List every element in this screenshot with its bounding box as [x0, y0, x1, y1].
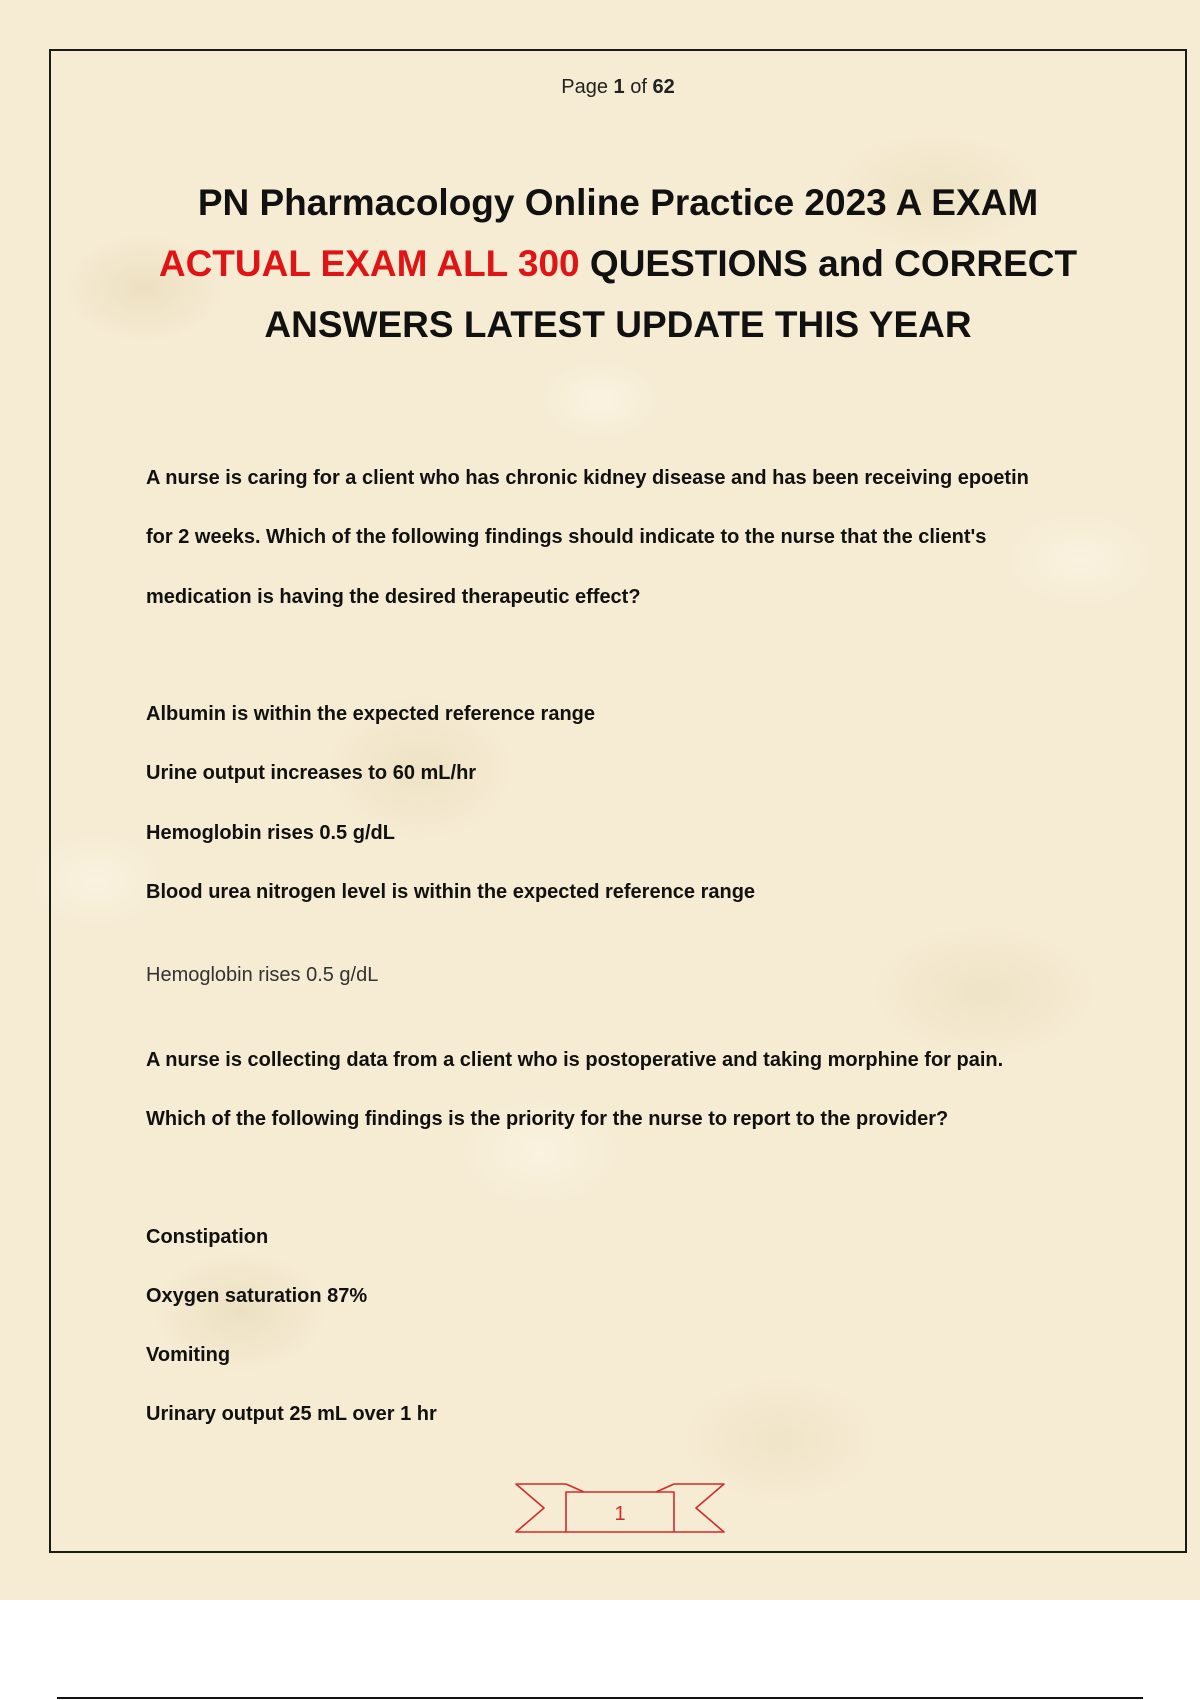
- ribbon-left-tail: [516, 1484, 566, 1532]
- page-counter-middle: of: [624, 76, 653, 98]
- question-1-option-3: Hemoglobin rises 0.5 g/dL: [146, 822, 395, 844]
- question-2-option-1: Constipation: [146, 1226, 269, 1248]
- question-1-answer: Hemoglobin rises 0.5 g/dL: [146, 964, 379, 986]
- question-1-option-2: Urine output increases to 60 mL/hr: [146, 762, 477, 784]
- title-line-1: PN Pharmacology Online Practice 2023 A EXAM: [197, 182, 1039, 223]
- question-2-option-4: Urinary output 25 mL over 1 hr: [146, 1403, 437, 1425]
- question-2-stem-line-1: A nurse is collecting data from a client who is postoperative and taking morphine for pain.: [146, 1049, 1004, 1071]
- page-number-ribbon: [514, 1478, 726, 1538]
- question-1-stem-line-2: for 2 weeks. Which of the following findings should indicate to the nurse that the client's: [146, 526, 987, 548]
- page-counter: [0, 76, 1200, 99]
- ribbon-right-tail: [674, 1484, 724, 1532]
- page-counter-prefix: Page: [561, 76, 614, 98]
- title-line-2: [100, 233, 1136, 294]
- question-2-option-3: Vomiting: [146, 1344, 231, 1366]
- question-1-stem-line-3: medication is having the desired therapeutic effect?: [146, 586, 641, 608]
- title-line-2-rest: QUESTIONS and CORRECT: [579, 243, 1078, 284]
- document-title: [100, 172, 1136, 355]
- question-2-stem-line-2: Which of the following findings is the priority for the nurse to report to the provider?: [146, 1108, 949, 1130]
- title-line-3: ANSWERS LATEST UPDATE THIS YEAR: [264, 304, 972, 345]
- next-page-rule: [57, 1697, 1143, 1699]
- page-counter-current: 1: [613, 76, 625, 98]
- page-counter-total: 62: [652, 76, 675, 98]
- title-line-2-highlight: ACTUAL EXAM ALL 300: [158, 243, 580, 284]
- question-2-option-2: Oxygen saturation 87%: [146, 1285, 368, 1307]
- question-1-stem-line-1: A nurse is caring for a client who has chronic kidney disease and has been receiving epoetin: [146, 467, 1029, 489]
- question-1-option-1: Albumin is within the expected reference range: [146, 703, 596, 725]
- question-1-option-4: Blood urea nitrogen level is within the expected reference range: [146, 881, 756, 903]
- footer-page-number: 1: [614, 1503, 626, 1525]
